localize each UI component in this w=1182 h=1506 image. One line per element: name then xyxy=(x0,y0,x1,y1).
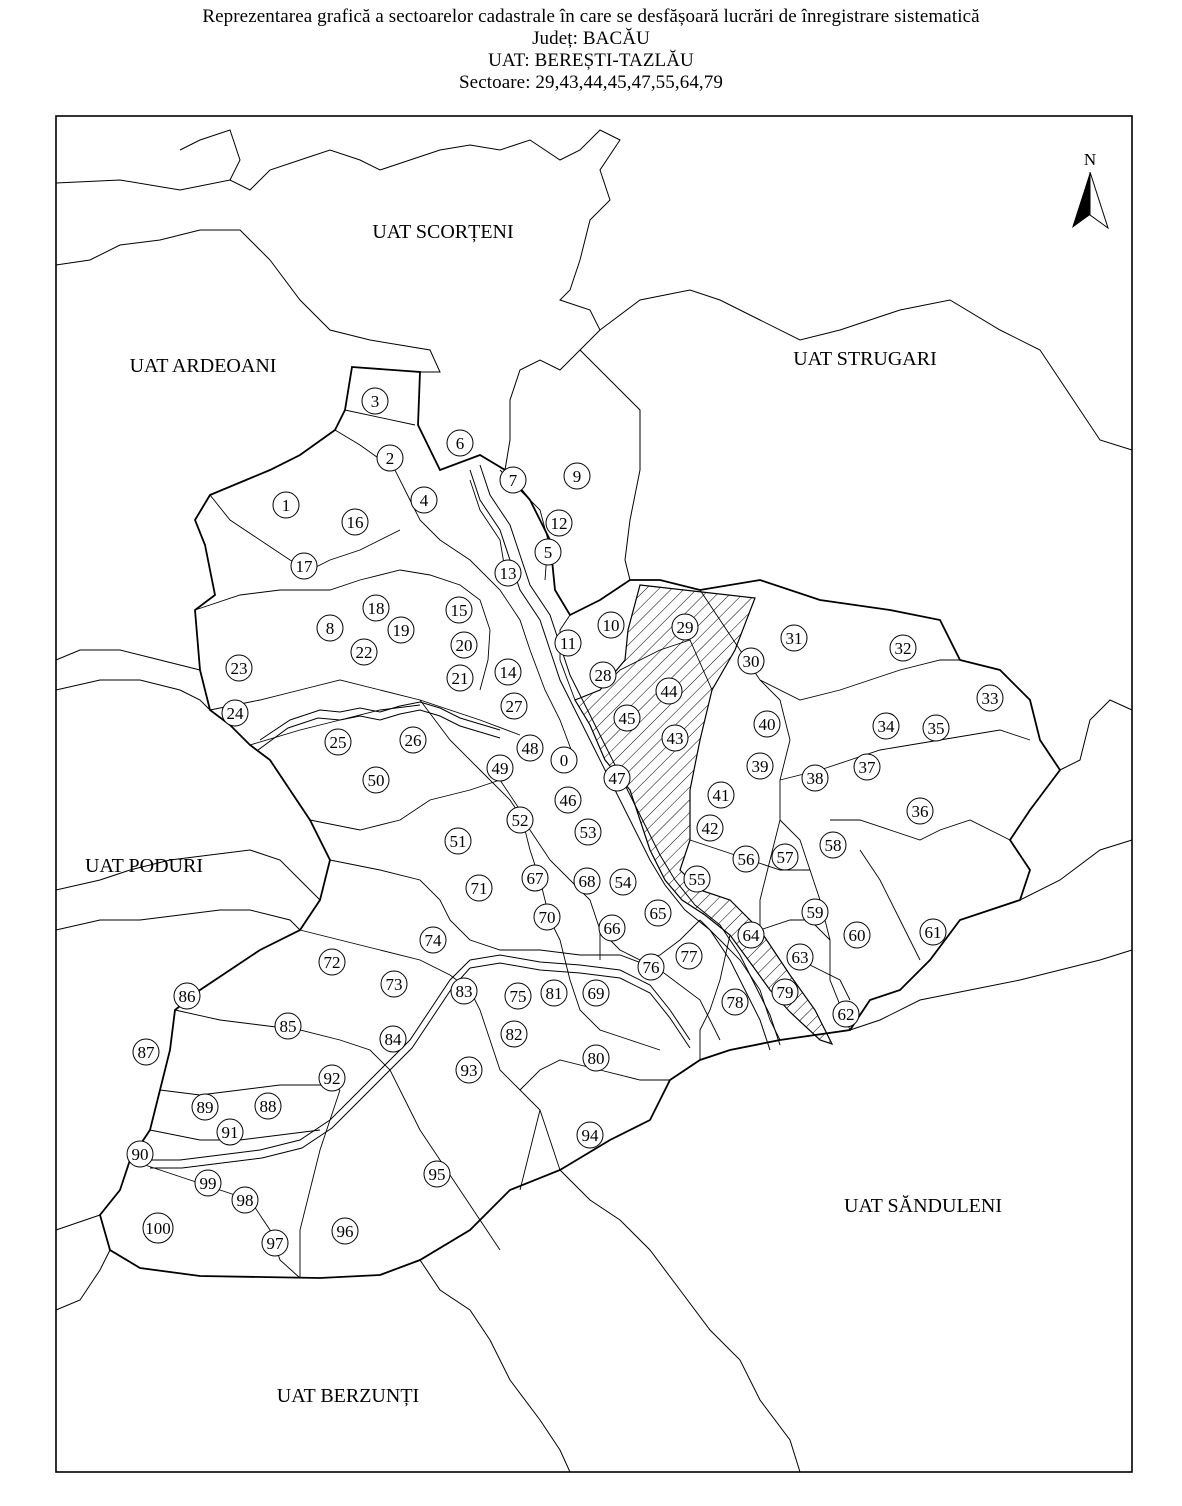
sector-label-29 xyxy=(672,614,698,640)
sector-label-81 xyxy=(541,980,567,1006)
sector-label-53 xyxy=(575,819,601,845)
sector-number: 47 xyxy=(608,769,626,788)
sector-number: 71 xyxy=(470,879,488,898)
sector-number: 41 xyxy=(712,786,730,805)
sector-label-26 xyxy=(400,727,426,753)
sector-label-14 xyxy=(495,659,521,685)
sector-label-45 xyxy=(614,705,640,731)
sector-number: 76 xyxy=(642,958,660,977)
sector-number: 80 xyxy=(587,1049,605,1068)
title-line-1: Reprezentarea grafică a sectoarelor cadastrale în care se desfășoară lucrări de înregistrare sistematică xyxy=(202,6,980,27)
sector-number: 79 xyxy=(776,983,794,1002)
sector-label-21 xyxy=(447,665,473,691)
sector-label-58 xyxy=(820,832,846,858)
sector-label-51 xyxy=(445,828,471,854)
sector-label-42 xyxy=(697,815,723,841)
sector-number: 32 xyxy=(894,639,912,658)
sector-label-31 xyxy=(781,625,807,651)
sector-number: 19 xyxy=(392,621,410,640)
sector-number: 51 xyxy=(449,832,467,851)
sector-label-72 xyxy=(319,949,345,975)
sector-label-59 xyxy=(802,899,828,925)
sector-label-1 xyxy=(273,492,299,518)
sector-label-56 xyxy=(733,846,759,872)
sector-number: 4 xyxy=(419,491,429,510)
sector-number: 2 xyxy=(385,449,395,468)
sector-number: 99 xyxy=(199,1174,217,1193)
sector-label-75 xyxy=(505,983,531,1009)
sector-label-41 xyxy=(708,782,734,808)
sector-number: 65 xyxy=(649,904,667,923)
sector-number: 87 xyxy=(137,1043,155,1062)
sector-number: 83 xyxy=(455,982,473,1001)
sector-label-9 xyxy=(564,463,590,489)
sector-label-34 xyxy=(873,713,899,739)
neighbor-label-berzunti: UAT BERZUNȚI xyxy=(276,1385,420,1407)
sector-number: 50 xyxy=(367,771,385,790)
north-arrow-icon xyxy=(1072,150,1108,228)
sector-number: 39 xyxy=(751,757,769,776)
sector-number: 54 xyxy=(614,873,632,892)
sector-label-13 xyxy=(495,560,521,586)
sector-label-93 xyxy=(456,1057,482,1083)
neighbor-label-poduri: UAT PODURI xyxy=(85,855,203,877)
sector-label-91 xyxy=(217,1119,243,1145)
sector-label-82 xyxy=(501,1021,527,1047)
sector-label-89 xyxy=(192,1094,218,1120)
sector-number: 75 xyxy=(509,987,527,1006)
sector-label-23 xyxy=(226,655,252,681)
sector-label-78 xyxy=(722,989,748,1015)
title-line-4: Sectoare: 29,43,44,45,47,55,64,79 xyxy=(459,72,723,93)
sector-number: 44 xyxy=(660,682,678,701)
sector-label-65 xyxy=(645,900,671,926)
sector-number: 86 xyxy=(178,987,196,1006)
sector-number: 12 xyxy=(550,514,568,533)
sector-label-90 xyxy=(127,1141,153,1167)
sector-label-19 xyxy=(388,617,414,643)
sector-number: 55 xyxy=(688,870,706,889)
sector-label-36 xyxy=(907,798,933,824)
title-line-3: UAT: BEREȘTI-TAZLĂU xyxy=(488,50,694,71)
sector-number: 30 xyxy=(742,652,760,671)
sector-number: 61 xyxy=(924,923,942,942)
sector-number: 25 xyxy=(329,733,347,752)
sector-number: 97 xyxy=(266,1234,284,1253)
sector-number: 31 xyxy=(785,629,803,648)
sector-number: 33 xyxy=(981,689,999,708)
sector-label-67 xyxy=(522,865,548,891)
sector-label-79 xyxy=(772,979,798,1005)
sector-label-49 xyxy=(487,755,513,781)
sector-number: 60 xyxy=(848,926,866,945)
sector-label-96 xyxy=(332,1218,358,1244)
sector-number: 92 xyxy=(323,1069,341,1088)
sector-label-6 xyxy=(447,430,473,456)
sector-label-3 xyxy=(362,388,388,414)
sector-label-66 xyxy=(599,915,625,941)
sector-label-54 xyxy=(610,869,636,895)
sector-number: 85 xyxy=(279,1017,297,1036)
sector-number: 43 xyxy=(666,729,684,748)
sector-number: 1 xyxy=(281,496,291,515)
sector-number: 27 xyxy=(505,697,523,716)
sector-label-43 xyxy=(662,725,688,751)
sector-number: 14 xyxy=(499,663,517,682)
sector-number: 70 xyxy=(538,908,556,927)
sector-number: 69 xyxy=(587,984,605,1003)
sector-number: 66 xyxy=(603,919,621,938)
sector-number: 26 xyxy=(404,731,422,750)
sector-label-11 xyxy=(555,630,581,656)
sector-label-4 xyxy=(411,487,437,513)
sector-number: 58 xyxy=(824,836,842,855)
sector-label-98 xyxy=(232,1187,258,1213)
sector-label-69 xyxy=(583,980,609,1006)
sector-number: 29 xyxy=(676,618,694,637)
sector-label-18 xyxy=(363,595,389,621)
sector-label-97 xyxy=(262,1230,288,1256)
sector-label-38 xyxy=(802,765,828,791)
sector-label-73 xyxy=(381,971,407,997)
sector-label-83 xyxy=(451,978,477,1004)
sector-number: 81 xyxy=(545,984,563,1003)
neighbor-boundaries xyxy=(56,130,1132,1472)
sector-number: 21 xyxy=(451,669,469,688)
sector-number: 22 xyxy=(355,643,373,662)
sector-number: 40 xyxy=(758,715,776,734)
sector-label-52 xyxy=(507,807,533,833)
sector-number: 46 xyxy=(559,791,577,810)
sector-label-27 xyxy=(501,693,527,719)
sector-number: 15 xyxy=(450,601,468,620)
sector-label-87 xyxy=(133,1039,159,1065)
sector-label-25 xyxy=(325,729,351,755)
sector-label-40 xyxy=(754,711,780,737)
sector-number: 63 xyxy=(791,948,809,967)
sector-label-30 xyxy=(738,648,764,674)
sector-number: 23 xyxy=(230,659,248,678)
sector-labels xyxy=(127,388,1003,1256)
sector-number: 88 xyxy=(259,1097,277,1116)
sector-label-85 xyxy=(275,1013,301,1039)
sector-number: 48 xyxy=(521,739,539,758)
sector-label-10 xyxy=(598,612,624,638)
sector-label-61 xyxy=(920,919,946,945)
sector-number: 37 xyxy=(858,758,876,777)
sector-label-12 xyxy=(546,510,572,536)
sector-label-33 xyxy=(977,685,1003,711)
sector-number: 52 xyxy=(511,811,529,830)
sector-label-20 xyxy=(451,632,477,658)
sector-number: 74 xyxy=(424,931,442,950)
sector-number: 8 xyxy=(325,619,335,638)
sector-label-77 xyxy=(676,943,702,969)
sector-number: 84 xyxy=(384,1030,402,1049)
neighbor-label-strugari: UAT STRUGARI xyxy=(793,348,937,370)
sector-label-100 xyxy=(143,1213,173,1243)
sector-number: 28 xyxy=(594,666,612,685)
sector-number: 0 xyxy=(559,751,569,770)
sector-number: 72 xyxy=(323,953,341,972)
sector-number: 34 xyxy=(877,717,895,736)
sector-number: 68 xyxy=(578,872,596,891)
sector-number: 36 xyxy=(911,802,929,821)
sector-label-84 xyxy=(380,1026,406,1052)
sector-number: 93 xyxy=(460,1061,478,1080)
sector-number: 3 xyxy=(370,392,380,411)
sector-label-24 xyxy=(222,700,248,726)
sector-label-60 xyxy=(844,922,870,948)
sector-number: 6 xyxy=(455,434,465,453)
sector-label-46 xyxy=(555,787,581,813)
sector-label-5 xyxy=(535,539,561,565)
sector-number: 38 xyxy=(806,769,824,788)
sector-number: 18 xyxy=(367,599,385,618)
sector-label-62 xyxy=(833,1001,859,1027)
sector-label-76 xyxy=(638,954,664,980)
sector-number: 89 xyxy=(196,1098,214,1117)
sector-number: 11 xyxy=(559,634,577,653)
sector-number: 98 xyxy=(236,1191,254,1210)
sector-label-92 xyxy=(319,1065,345,1091)
sector-number: 5 xyxy=(543,543,553,562)
neighbor-label-scorteni: UAT SCORȚENI xyxy=(372,221,514,243)
sector-boundaries xyxy=(130,410,1030,1278)
sector-number: 95 xyxy=(428,1165,446,1184)
neighbor-label-sanduleni: UAT SĂNDULENI xyxy=(844,1195,1002,1217)
sector-number: 53 xyxy=(579,823,597,842)
sector-label-2 xyxy=(377,445,403,471)
sector-number: 17 xyxy=(295,557,313,576)
sector-label-63 xyxy=(787,944,813,970)
sector-number: 90 xyxy=(131,1145,149,1164)
sector-label-50 xyxy=(363,767,389,793)
sector-number: 57 xyxy=(776,848,794,867)
sector-label-88 xyxy=(255,1093,281,1119)
sector-label-55 xyxy=(684,866,710,892)
sector-number: 100 xyxy=(145,1219,171,1238)
sector-number: 24 xyxy=(226,704,244,723)
sector-label-17 xyxy=(291,553,317,579)
neighbor-labels xyxy=(85,221,1002,1407)
highlighted-sectors-zone xyxy=(575,585,832,1044)
sector-label-32 xyxy=(890,635,916,661)
sector-number: 77 xyxy=(680,947,698,966)
sector-number: 73 xyxy=(385,975,403,994)
sector-label-28 xyxy=(590,662,616,688)
sector-label-47 xyxy=(604,765,630,791)
sector-number: 16 xyxy=(346,513,364,532)
sector-label-16 xyxy=(342,509,368,535)
map-frame xyxy=(56,116,1132,1472)
sector-label-0 xyxy=(551,747,577,773)
sector-label-71 xyxy=(466,875,492,901)
sector-label-94 xyxy=(577,1122,603,1148)
sector-label-37 xyxy=(854,754,880,780)
sector-number: 7 xyxy=(508,471,518,490)
sector-label-95 xyxy=(424,1161,450,1187)
sector-number: 59 xyxy=(806,903,824,922)
sector-label-39 xyxy=(747,753,773,779)
sector-number: 67 xyxy=(526,869,544,888)
sector-number: 45 xyxy=(618,709,636,728)
sector-label-86 xyxy=(174,983,200,1009)
sector-number: 56 xyxy=(737,850,755,869)
sector-number: 91 xyxy=(221,1123,239,1142)
sector-label-8 xyxy=(317,615,343,641)
sector-label-57 xyxy=(772,844,798,870)
sector-number: 9 xyxy=(572,467,582,486)
sector-label-7 xyxy=(500,467,526,493)
sector-label-64 xyxy=(738,922,764,948)
sector-number: 96 xyxy=(336,1222,354,1241)
neighbor-label-ardeoani: UAT ARDEOANI xyxy=(129,355,277,377)
sector-number: 78 xyxy=(726,993,744,1012)
sector-number: 13 xyxy=(499,564,517,583)
sector-number: 20 xyxy=(455,636,473,655)
sector-label-15 xyxy=(446,597,472,623)
sector-number: 10 xyxy=(602,616,620,635)
sector-label-70 xyxy=(534,904,560,930)
sector-number: 62 xyxy=(837,1005,855,1024)
sector-number: 64 xyxy=(742,926,760,945)
sector-number: 49 xyxy=(491,759,509,778)
sector-label-80 xyxy=(583,1045,609,1071)
sector-label-22 xyxy=(351,639,377,665)
sector-label-44 xyxy=(656,678,682,704)
sector-label-68 xyxy=(574,868,600,894)
title-line-2: Județ: BACĂU xyxy=(532,28,650,49)
sector-number: 42 xyxy=(701,819,719,838)
sector-number: 35 xyxy=(927,719,945,738)
sector-label-48 xyxy=(517,735,543,761)
north-arrow-label: N xyxy=(1083,150,1097,169)
sector-number: 82 xyxy=(505,1025,523,1044)
sector-label-99 xyxy=(195,1170,221,1196)
sector-label-35 xyxy=(923,715,949,741)
sector-number: 94 xyxy=(581,1126,599,1145)
sector-label-74 xyxy=(420,927,446,953)
